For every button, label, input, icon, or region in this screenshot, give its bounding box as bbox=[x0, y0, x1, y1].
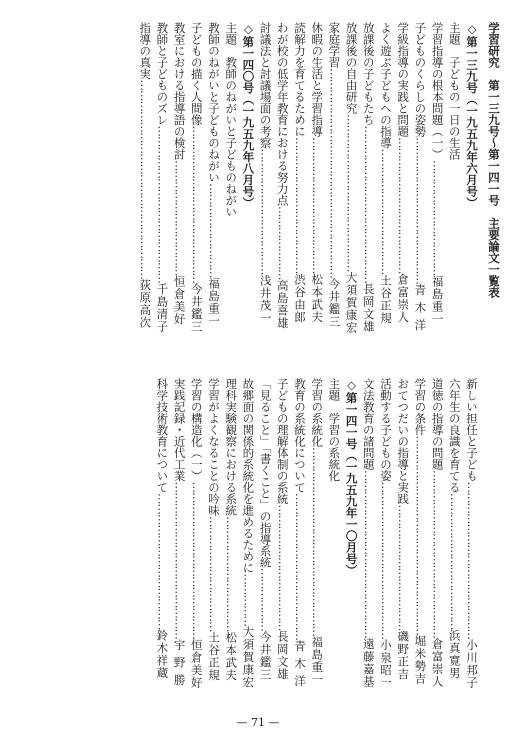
leader-dots: …………………………… bbox=[207, 516, 221, 632]
article-title: 教室における指導語の検討 bbox=[172, 22, 187, 160]
article-author: 今井鑑三 bbox=[327, 278, 342, 328]
article-entry bbox=[361, 378, 377, 696]
article-entry bbox=[275, 378, 291, 696]
leader-dots: ………………………………… bbox=[310, 137, 325, 274]
article-title: ◇第一三九号（一九五九年六月号） bbox=[465, 22, 479, 209]
article-title: ◇第一四〇号（一九五九年八月号） bbox=[241, 22, 256, 209]
leader-dots: …………………………………… bbox=[413, 137, 428, 284]
article-title: 家庭学習 bbox=[327, 22, 342, 68]
article-author: 小川邦子 bbox=[465, 639, 479, 689]
leader-dots: ……………………………… bbox=[379, 148, 393, 275]
article-author: 恒倉美好 bbox=[189, 639, 204, 689]
leader-dots: ……………………………… bbox=[258, 148, 273, 275]
article-author: 遠藤嘉基 bbox=[361, 638, 376, 688]
article-author: 鈴木祥蔵 bbox=[155, 629, 170, 680]
article-entry bbox=[206, 22, 222, 340]
page-number: — 71 — bbox=[236, 716, 280, 729]
article-title: 子どものくらしの姿勢 bbox=[413, 22, 428, 137]
article-entry bbox=[395, 22, 411, 340]
article-entry bbox=[309, 378, 325, 696]
article-entry bbox=[258, 22, 274, 340]
article-entry bbox=[189, 378, 205, 696]
article-author: 松本武夫 bbox=[224, 631, 239, 682]
article-entry bbox=[378, 378, 394, 696]
leader-dots: ……………………………………… bbox=[155, 125, 170, 283]
issue-heading bbox=[464, 22, 480, 340]
article-title: 理科実験観察における系統 bbox=[224, 378, 239, 516]
leader-dots: ………………………………… bbox=[293, 137, 307, 274]
article-author: 宇野勝 bbox=[172, 639, 187, 692]
article-author: 長岡文雄 bbox=[275, 630, 290, 681]
article-author: 大須賀康宏 bbox=[241, 626, 256, 689]
leader-dots: …………………………………………………… bbox=[327, 68, 342, 278]
leader-dots: ………………………………………………… bbox=[413, 435, 428, 635]
article-author: 土谷正規 bbox=[379, 274, 393, 325]
article-title: 放課後の自由研究 bbox=[344, 22, 359, 114]
article-title: 「見ること」「書くこと」の指導系統 bbox=[258, 378, 273, 568]
article-entry bbox=[172, 378, 188, 696]
article-title: 子どもの描く人間像 bbox=[189, 22, 204, 126]
article-entry bbox=[447, 378, 463, 696]
article-title: 新しい担任と子ども bbox=[465, 378, 479, 482]
leader-dots: ……………………… bbox=[207, 183, 221, 278]
article-title: 子どもの理解体制の系統 bbox=[275, 378, 290, 505]
article-author: 堀米勢吉 bbox=[413, 635, 428, 685]
article-author: 今井鑑三 bbox=[258, 630, 273, 681]
leader-dots: ……………………………… bbox=[396, 504, 411, 631]
article-title: 教育の系統化について bbox=[293, 378, 307, 493]
leader-dots: ………………………………………… bbox=[361, 470, 376, 638]
article-entry bbox=[292, 22, 308, 340]
article-title: 休暇の生活と学習指導 bbox=[310, 22, 325, 137]
article-author: 大須賀康宏 bbox=[344, 271, 359, 334]
article-author: 福島重一 bbox=[207, 277, 221, 328]
article-author: 青木洋 bbox=[293, 640, 307, 693]
article-author: 渋谷由郎 bbox=[293, 273, 307, 324]
article-author: 浜真寛男 bbox=[447, 629, 462, 680]
article-title: 学習の構造化（一） bbox=[189, 378, 204, 482]
article-title: 討議法と討議場面の考察 bbox=[258, 22, 273, 149]
article-entry bbox=[326, 22, 342, 340]
leader-dots: ……………………………………… bbox=[189, 125, 204, 283]
article-entry bbox=[464, 378, 480, 696]
article-entry bbox=[137, 22, 153, 340]
leader-dots: ……………… bbox=[258, 567, 273, 631]
article-entry bbox=[430, 22, 446, 340]
article-entry bbox=[154, 22, 170, 340]
article-entry bbox=[412, 378, 428, 696]
leader-dots: …………………………… bbox=[224, 516, 239, 632]
article-author: 浅井茂一 bbox=[258, 274, 273, 325]
leader-dots: …………… bbox=[241, 573, 256, 626]
issue-heading bbox=[344, 378, 360, 696]
article-author: 高島喜雄 bbox=[275, 279, 290, 330]
leader-dots: ……………………………………… bbox=[172, 481, 187, 639]
leader-dots: ………………… bbox=[275, 206, 290, 280]
article-author: 今井鑑三 bbox=[189, 283, 204, 333]
article-title: 文法教育の諸問題 bbox=[361, 378, 376, 470]
leader-dots: ………………………………………………… bbox=[138, 79, 153, 279]
article-author: 松本武夫 bbox=[310, 273, 325, 324]
article-entry bbox=[430, 378, 446, 696]
leader-dots: ………………………………… bbox=[155, 493, 170, 630]
article-entry bbox=[344, 22, 360, 340]
article-author: 福島重一 bbox=[430, 275, 445, 326]
article-title: 学習指導の根本問題（一） bbox=[430, 22, 445, 160]
article-entry bbox=[223, 378, 239, 696]
article-title: 故郷面の関係的系統化を進めるために bbox=[241, 378, 256, 574]
article-entry bbox=[275, 22, 291, 340]
article-author: 磯野正吉 bbox=[396, 630, 411, 681]
issue-theme bbox=[447, 22, 463, 340]
leader-dots: ………………………………………… bbox=[430, 470, 445, 638]
article-title: おてつだいの指導と実践 bbox=[396, 378, 411, 505]
article-title: 主題 子どもの一日の生活 bbox=[447, 22, 462, 160]
article-entry bbox=[309, 22, 325, 340]
article-title: 学習の系統化 bbox=[310, 378, 325, 447]
article-author: 荻原高次 bbox=[138, 279, 153, 329]
article-title: 活動する子どもの姿 bbox=[379, 378, 393, 482]
article-title: よく遊ぶ子どもへの指導 bbox=[379, 22, 393, 149]
article-entry bbox=[240, 378, 256, 696]
article-title: 主題 教師のねがいと子どものねがい bbox=[224, 22, 239, 218]
article-entry bbox=[292, 378, 308, 696]
article-title: ◇第一四一号（一九五九年一〇月号） bbox=[344, 378, 359, 576]
leader-dots: ……………………………………… bbox=[465, 481, 479, 639]
article-title: 学習の条件 bbox=[413, 378, 428, 436]
article-author: 福島重一 bbox=[310, 636, 325, 686]
article-title: 読解力を育てるために bbox=[293, 22, 307, 137]
article-entry bbox=[361, 22, 377, 340]
article-title: わが校の低学年教育における努力点 bbox=[275, 22, 290, 206]
article-entry bbox=[154, 378, 170, 696]
article-title: 学級指導の実践と問題 bbox=[396, 22, 411, 137]
article-title: 主題 学習の系統化 bbox=[327, 378, 342, 482]
article-title: 実践記録・近代工業 bbox=[172, 378, 187, 482]
leader-dots: ……………………………………… bbox=[189, 481, 204, 639]
article-title: 放課後の子どもたち bbox=[361, 22, 376, 126]
article-entry bbox=[189, 22, 205, 340]
article-author: 土谷正規 bbox=[207, 631, 221, 682]
article-title: 科学技術教育について bbox=[155, 378, 170, 493]
article-title: 道徳の指導の問題 bbox=[430, 378, 445, 470]
article-entry bbox=[395, 378, 411, 696]
article-entry bbox=[378, 22, 394, 340]
issue-theme bbox=[223, 22, 239, 340]
issue-heading bbox=[240, 22, 256, 340]
article-entry bbox=[206, 378, 222, 696]
leader-dots: ……………………………………………… bbox=[310, 447, 325, 636]
article-author: 長岡文雄 bbox=[361, 283, 376, 333]
leader-dots: …………………………… bbox=[172, 160, 187, 276]
article-title: 教師のねがいと子どものねがい bbox=[207, 22, 221, 183]
leader-dots: ……………………………………… bbox=[361, 125, 376, 283]
leader-dots: ……………………………………… bbox=[379, 481, 393, 639]
article-author: 恒倉美好 bbox=[172, 275, 187, 326]
article-author: 倉富崇人 bbox=[396, 273, 411, 324]
leader-dots: …………………………………… bbox=[293, 493, 307, 640]
leader-dots: ………………………………… bbox=[396, 137, 411, 274]
leader-dots: …………………………… bbox=[430, 160, 445, 276]
article-title: 指導の真実 bbox=[138, 22, 153, 80]
article-title: 六年生の良識を育てる bbox=[447, 378, 462, 493]
article-entry bbox=[172, 22, 188, 340]
leader-dots: ……………………………………… bbox=[344, 114, 359, 272]
article-author: 倉富崇人 bbox=[430, 638, 445, 688]
article-entry bbox=[412, 22, 428, 340]
article-author: 青木洋 bbox=[413, 284, 428, 337]
leader-dots: ……………………………… bbox=[275, 504, 290, 631]
article-title: 学習がよくなることの吟味 bbox=[207, 378, 221, 516]
issue-theme bbox=[326, 378, 342, 696]
article-entry bbox=[258, 378, 274, 696]
article-author: 小泉昭一 bbox=[379, 639, 393, 689]
article-author: 千島清子 bbox=[155, 283, 170, 333]
leader-dots: ………………………………… bbox=[447, 493, 462, 630]
page-header: 学習研究 第一三九号〜第一四一号 主要論文一覧表 bbox=[487, 22, 501, 298]
article-title: 教師と子どものズレ bbox=[155, 22, 170, 126]
